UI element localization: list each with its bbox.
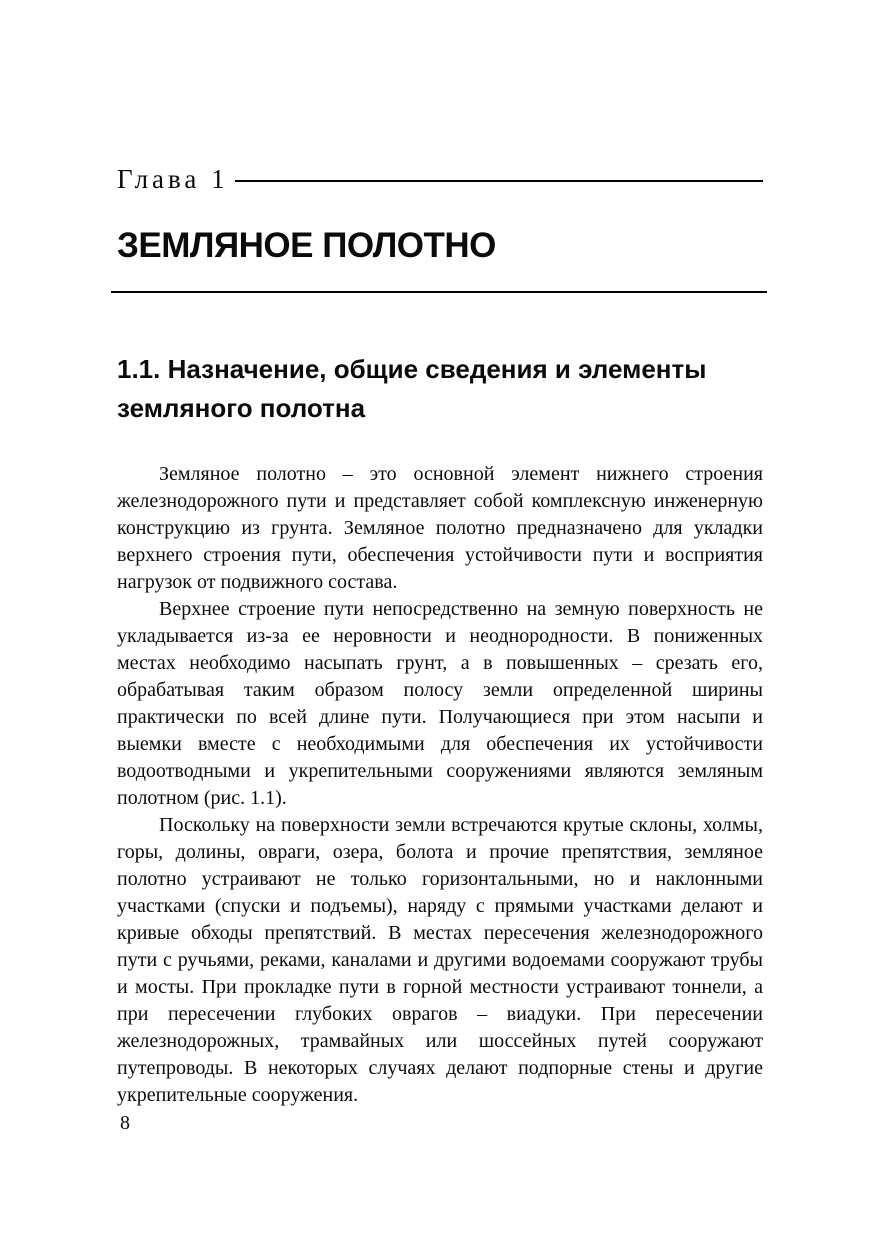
paragraph-1: Земляное полотно – это основной элемент нижнего строения железнодорожного пути и представляет собой комплексную инженерную конструкцию из грунта. Земляное полотно предназначено для укладки верхнего строения пути, обеспечения устойчивости пути и восприятия нагрузок от подвижного состава. xyxy=(117,463,763,593)
divider-rule xyxy=(111,291,767,293)
body-text xyxy=(117,461,763,1109)
chapter-label: Глава 1 xyxy=(117,164,229,194)
paragraph-2: Верхнее строение пути непосредственно на земную поверхность не укладывается из-за ее неровности и неоднородности. В пониженных местах необходимо насыпать грунт, а в повышенных – срезать его, обрабатывая таким образом полосу земли определенной ширины практически по всей длине пути. Получающиеся при этом насыпи и выемки вместе с необходимыми для обеспечения их устойчивости водоотводными и укрепительными сооружениями являются земляным полотном (рис. 1.1). xyxy=(117,598,763,809)
section-heading: 1.1. Назначение, общие сведения и элементы земляного полотна xyxy=(117,354,707,423)
page-number: 8 xyxy=(120,1112,130,1134)
chapter-header-rule xyxy=(235,180,763,182)
paragraph-3: Поскольку на поверхности земли встречаются крутые склоны, холмы, горы, долины, овраги, озера, болота и прочие препятствия, земляное полотно устраивают не только горизонтальными, но и наклонными участками (спуски и подъемы), наряду с прямыми участками делают и кривые обходы препятствий. В местах пересечения железнодорожного пути с ручьями, реками, каналами и другими водоемами сооружают трубы и мосты. При прокладке пути в горной местности устраивают тоннели, а при пересечении глубоких оврагов – виадуки. При пересечении железнодорожных, трамвайных или шоссейных путей сооружают путепроводы. В некоторых случаях делают подпорные стены и другие укрепительные сооружения. xyxy=(117,814,763,1106)
chapter-title: ЗЕМЛЯНОЕ ПОЛОТНО xyxy=(117,226,496,265)
chapter-header xyxy=(117,164,763,195)
